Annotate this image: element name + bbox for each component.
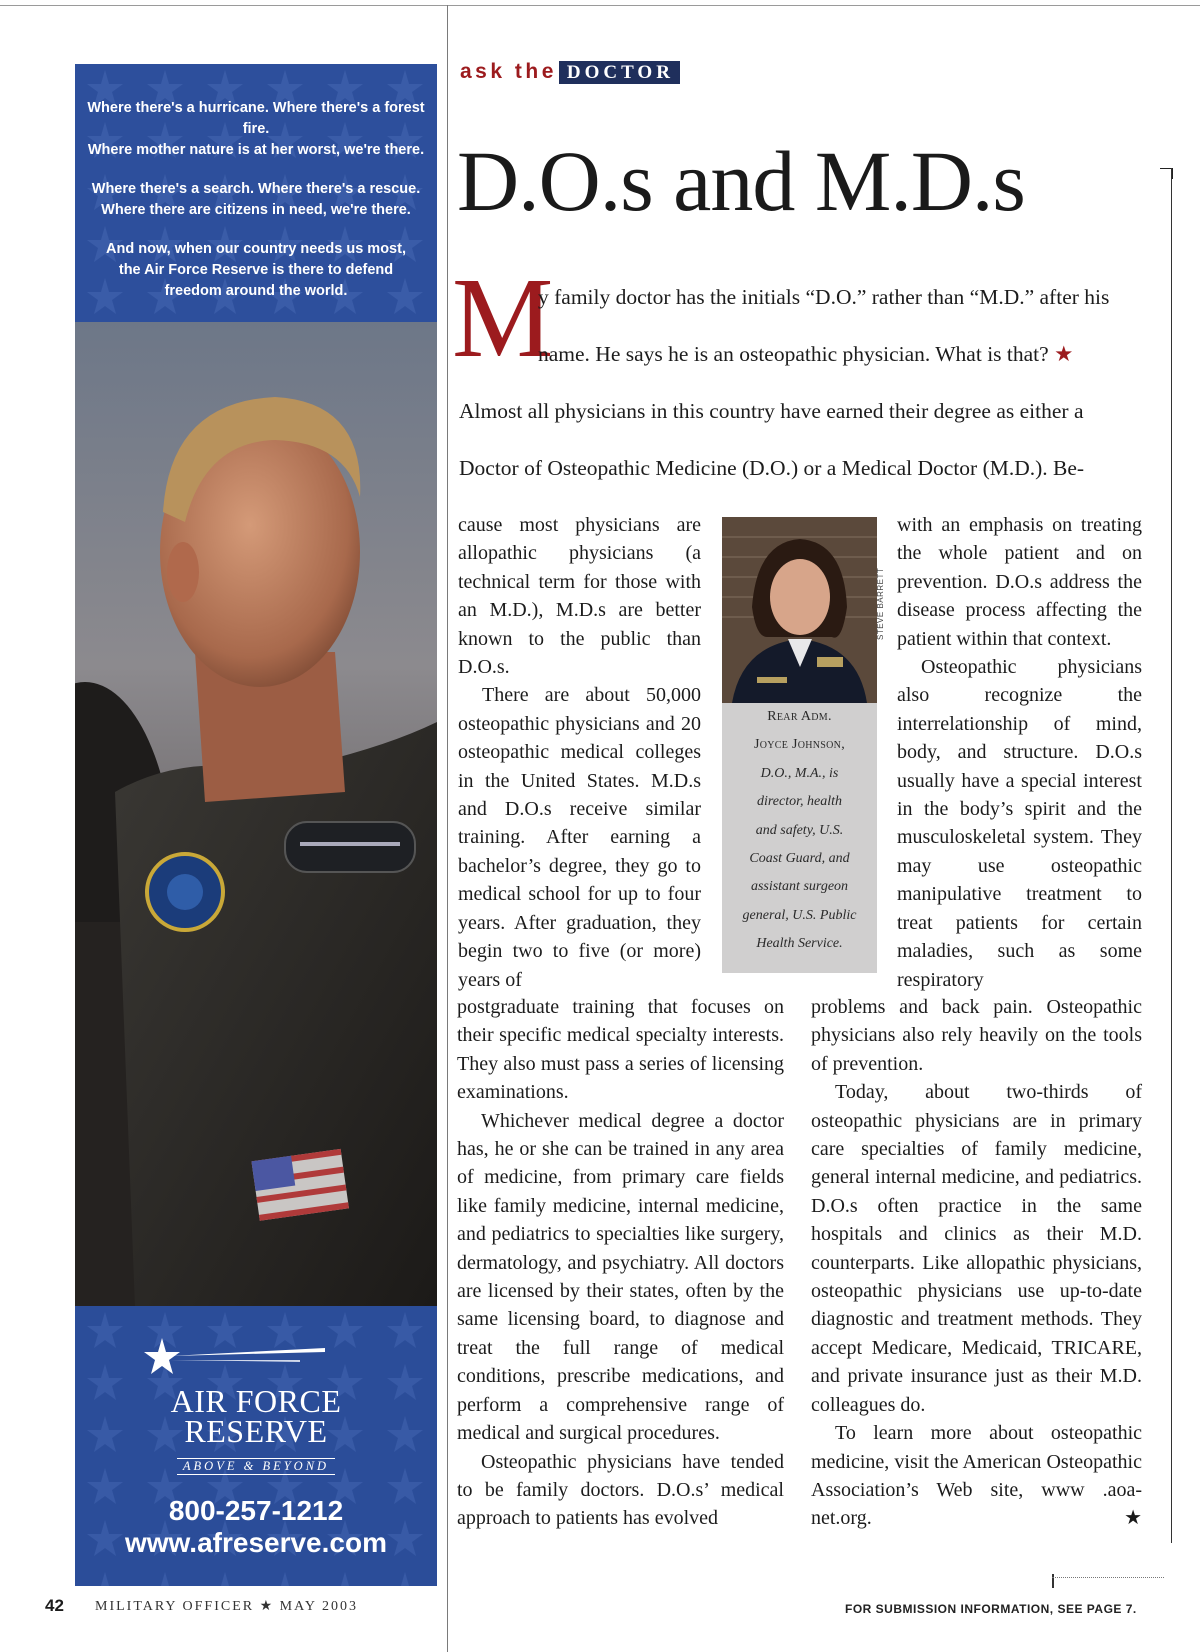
ad-brand-panel bbox=[75, 1306, 437, 1586]
column-divider bbox=[447, 5, 448, 1652]
ad-line: Where there's a search. Where there's a rescue. bbox=[91, 181, 421, 197]
caption-line: assistant surgeon bbox=[750, 879, 849, 895]
body-column-left-lower bbox=[457, 993, 784, 1533]
caption-line: director, health bbox=[756, 794, 843, 810]
column-title-doctor: DOCTOR bbox=[559, 61, 680, 84]
page-number: 42 bbox=[45, 1596, 64, 1615]
question-line bbox=[538, 339, 1073, 369]
brand-line: AIR FORCE bbox=[170, 1383, 342, 1419]
end-star-icon: ★ bbox=[1124, 1507, 1142, 1530]
ad-line: freedom around the world. bbox=[164, 283, 348, 299]
body-paragraph: Osteopathic physicians also recognize the interrelationship of mind, body, and structure. D.O.s usually have a special interest in the body’s spirit and the musculoskeletal system. They may use osteopathic manipulative treatment to treat patients for certain maladies, such as some respiratory bbox=[897, 656, 1142, 991]
body-column-left-upper bbox=[458, 511, 701, 994]
submission-rule bbox=[1052, 1577, 1164, 1578]
body-paragraph bbox=[811, 1419, 1142, 1533]
body-paragraph: Whichever medical degree a doctor has, he or she can be trained in any area of medicine, from primary care fields like family medicine, internal medicine, and pediatrics to specialties like surgery, dermatology, and psychiatry. All doctors are licensed by their states, often by the same licensing board, to diagnose and treat the full range of medical conditions, prescribe medications, and perform a comprehensive range of medical and surgical procedures. bbox=[457, 1109, 784, 1445]
ad-slogan: ABOVE & BEYOND bbox=[177, 1458, 335, 1475]
body-paragraph: Osteopathic physicians have tended to be family doctors. D.O.s’ medical approach to patients has evolved bbox=[457, 1450, 784, 1530]
ad-line: Where there's a hurricane. Where there's a forest fire. bbox=[87, 100, 425, 137]
body-column-right-lower bbox=[811, 993, 1142, 1533]
air-force-reserve-logo-text bbox=[75, 1383, 437, 1449]
body-paragraph: There are about 50,000 osteopathic physicians and 20 osteopathic medical colleges in the United States. M.D.s and D.O.s receive similar training. After earning a bachelor’s degree, they go to medical school for up to four years. After graduation, they begin two to five (or more) years of bbox=[458, 684, 701, 991]
caption-name: Rear Adm. bbox=[767, 709, 832, 724]
closing-text: To learn more about osteopathic medicine, visit the American Osteopathic Association’s Web site, www .aoa-net.org. bbox=[811, 1422, 1142, 1530]
body-paragraph: Today, about two-thirds of osteopathic physicians are in primary care specialties of family medicine, general internal medicine, and pediatrics. D.O.s often practice in the same hospitals and clinics as their M.D. counterparts. Like allopathic physicians, osteopathic physicians use up-to-date diagnostic and treatment methods. They accept Medicare, Medicaid, TRICARE, and private insurance just as their M.D. colleagues do. bbox=[811, 1081, 1142, 1416]
caption-line: and safety, U.S. bbox=[755, 822, 844, 838]
ad-line: Where there are citizens in need, we're there. bbox=[101, 202, 411, 218]
star-icon: ★ bbox=[1054, 342, 1074, 366]
ad-line: Where mother nature is at her worst, we're there. bbox=[87, 142, 425, 158]
publication-footer: MILITARY OFFICER ★ MAY 2003 bbox=[95, 1599, 359, 1614]
body-paragraph: with an emphasis on treating the whole patient and on prevention. D.O.s address the disease process affecting the patient within that context. bbox=[897, 514, 1142, 650]
answer-lead-line: Doctor of Osteopathic Medicine (D.O.) or a Medical Doctor (M.D.). Be- bbox=[459, 456, 1085, 480]
question-line: y family doctor has the initials “D.O.” rather than “M.D.” after his bbox=[538, 285, 1110, 309]
caption-name: Joyce Johnson, bbox=[754, 737, 845, 753]
drop-cap: M bbox=[452, 254, 554, 381]
air-force-reserve-ad[interactable] bbox=[75, 64, 437, 1586]
ad-message-panel bbox=[75, 64, 437, 322]
top-rule bbox=[0, 5, 1200, 6]
body-column-right-upper bbox=[897, 511, 1142, 994]
caption-line: Coast Guard, and bbox=[749, 851, 850, 867]
portrait-photo bbox=[722, 517, 877, 703]
body-paragraph: postgraduate training that focuses on their specific medical specialty interests. They also must pass a series of licensing examinations. bbox=[457, 996, 784, 1104]
ad-line: the Air Force Reserve is there to defend bbox=[118, 262, 394, 278]
ad-line: And now, when our country needs us most, bbox=[106, 241, 406, 257]
ad-phone-number[interactable]: 800-257-1212 bbox=[168, 1495, 344, 1526]
caption-line: Health Service. bbox=[756, 936, 843, 952]
column-title bbox=[460, 60, 680, 87]
ad-website-link[interactable]: www.afreserve.com bbox=[125, 1527, 387, 1558]
body-paragraph: cause most physicians are allopathic physicians (a technical term for those with an M.D.), M.D.s are better known to the public than D.O.s. bbox=[458, 514, 701, 679]
caption-line: D.O., M.A., is bbox=[760, 765, 839, 781]
submission-note: FOR SUBMISSION INFORMATION, SEE PAGE 7. bbox=[845, 1602, 1137, 1616]
answer-lead-line: Almost all physicians in this country have earned their degree as either a bbox=[459, 399, 1084, 423]
photo-credit: STEVE BARRETT bbox=[876, 567, 885, 640]
caption-line: general, U.S. Public bbox=[742, 907, 857, 923]
column-title-ask: ask the bbox=[460, 60, 557, 83]
body-paragraph: problems and back pain. Osteopathic physicians also rely heavily on the tools of prevention. bbox=[811, 996, 1142, 1075]
brand-line: RESERVE bbox=[184, 1413, 328, 1449]
right-margin-rule bbox=[1171, 168, 1172, 1543]
admiral-portrait bbox=[722, 517, 877, 703]
photo-caption bbox=[722, 703, 877, 973]
airman-photo bbox=[75, 322, 437, 1306]
question-text: name. He says he is an osteopathic physician. What is that? bbox=[538, 342, 1049, 366]
headline: D.O.s and M.D.s bbox=[457, 133, 1025, 229]
jet-star-logo-icon bbox=[140, 1326, 330, 1386]
